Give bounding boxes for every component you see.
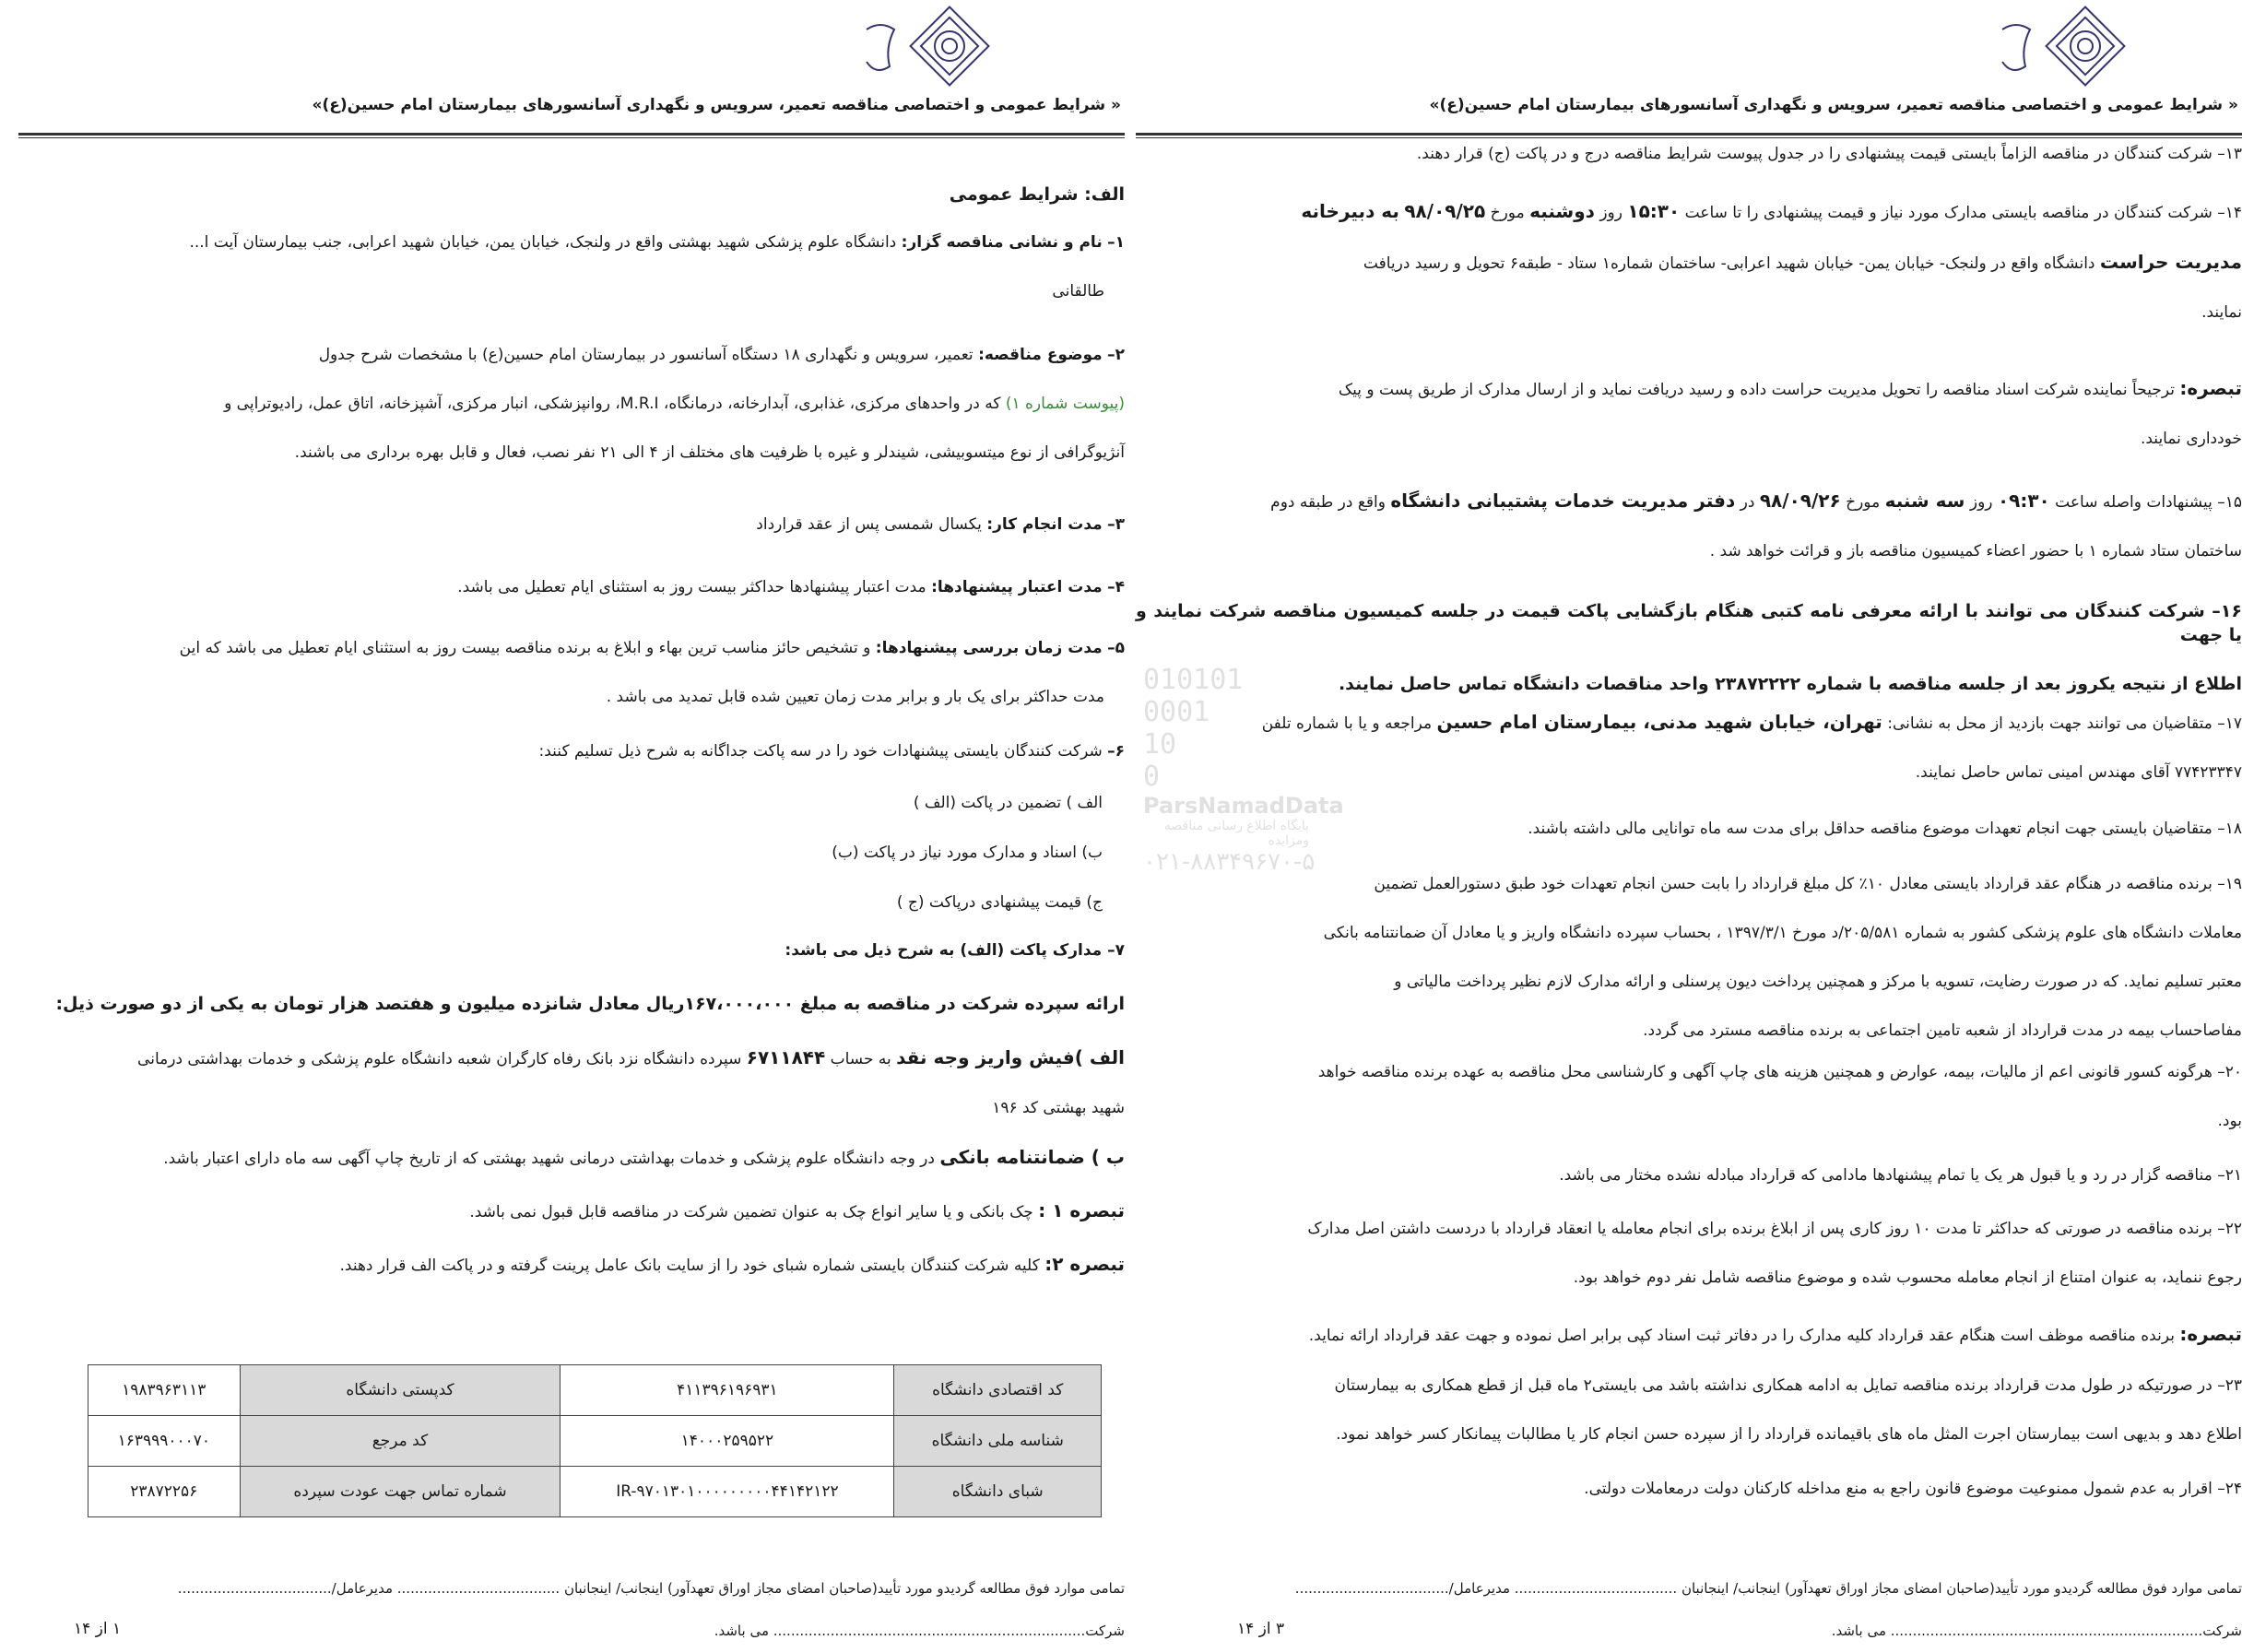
signature-line: تمامی موارد فوق مطالعه گردیدو مورد تأیید(صاحبان امضای مجاز اوراق تعهدآور) اینجانب/ اینجانبان ..................................... مدیرعامل/...................................	[1294, 1580, 2242, 1597]
watermark-brand: ParsNamadData	[1143, 793, 1344, 819]
item-5: ۵– مدت زمان بررسی پیشنهادها: و تشخیص حائز مناسب ترین بهاء و ابلاغ به برنده مناقصه بیست روز به استثنای ایام تعطیل می باشد که این مدت حداکثر برای یک بار و برابر مدت زمان تعیین شده قابل تمدید می باشد .	[179, 639, 1125, 706]
watermark-caption: پایگاه اطلاع رسانی مناقصه ومزایده	[1163, 819, 1309, 848]
item-22: ۲۲– برنده مناقصه در صورتی که حداکثر تا مدت ۱۰ روز کاری پس از ابلاغ برنده برای انجام معامله یا انعقاد قرارداد با دردست داشتن اصل مدارک رجوع ننماید، به عنوان امتناع از انجام معامله محسوب شده و موضوع مناقصه شامل نفر دوم خواهد بود.	[1307, 1220, 2242, 1287]
note-22: تبصره: برنده مناقصه موظف است هنگام عقد قرارداد کلیه مدارک را در دفاتر ثبت اسناد کپی برابر اصل نموده و جهت عقد قرارداد ارائه نماید.	[1308, 1323, 2242, 1345]
item-13: ۱۳– شرکت کنندگان در مناقصه الزاماً بایستی قیمت پیشنهادی را در جدول پیوست شرایط مناقصه درج و در پاکت (ج) قرار دهند.	[1416, 145, 2242, 163]
watermark-binary: 010101 0001 10 0	[1143, 664, 1244, 793]
item-18: ۱۸– متقاضیان بایستی جهت انجام تعهدات موضوع مناقصه حداقل برای مدت سه ماه توانایی مالی داشته باشند.	[1528, 820, 2242, 838]
page-body	[1136, 138, 2242, 1652]
sub-item-b: ب) اسناد و مدارک مورد نیاز در پاکت (ب)	[832, 844, 1103, 862]
university-info-table	[88, 1364, 1102, 1517]
table-cell: ۱۹۸۳۹۶۳۱۱۳	[88, 1365, 241, 1416]
item-7: ۷– مدارک پاکت (الف) به شرح ذیل می باشد:	[785, 941, 1125, 960]
table-cell: ۱۴۰۰۰۲۵۹۵۲۲	[560, 1416, 894, 1467]
company-line: شرکت....................................................................... می باشد.	[1831, 1622, 2242, 1639]
note-2: تبصره ۲: کلیه شرکت کنندگان بایستی شماره شبای خود را از سایت بانک عامل پرینت گرفته و در پاکت الف قرار دهند.	[339, 1253, 1125, 1275]
note-13: تبصره: ترجیحاً نماینده شرکت اسناد مناقصه را تحویل مدیریت حراست داده و رسید دریافت نماید و از ارسال مدارک از طریق پست و پیک خودداری نمایند.	[1338, 377, 2242, 448]
table-row	[88, 1416, 1102, 1467]
page-number: ۱ از ۱۴	[74, 1620, 122, 1638]
page-header-title: « شرایط عمومی و اختصاصی مناقصه تعمیر، سرویس و نگهداری آسانسورهای بیمارستان امام حسین(ع)»	[1429, 96, 2238, 114]
option-b: ب ) ضمانتنامه بانکی در وجه دانشگاه علوم پزشکی و خدمات بهداشتی درمانی شهید بهشتی که از تاریخ چاپ آگهی سه ماه دارای اعتبار باشد.	[163, 1146, 1125, 1168]
watermark-phone: ۰۲۱-۸۸۳۴۹۶۷۰-۵	[1143, 848, 1316, 876]
table-cell: ۱۶۳۹۹۹۰۰۰۷۰	[88, 1416, 241, 1467]
table-cell: شبای دانشگاه	[894, 1467, 1102, 1517]
table-cell: شناسه ملی دانشگاه	[894, 1416, 1102, 1467]
item-2: ۲– موضوع مناقصه: تعمیر، سرویس و نگهداری ۱۸ دستگاه آسانسور در بیمارستان امام حسین(ع) با مشخصات شرح جدول (پیوست شماره ۱) که در واحدهای مرکزی، غذابری، آبدارخانه، درمانگاه، M.R.I، روانپزشکی، انبار مرکزی، آشپزخانه، اتاق عمل، رادیوتراپی و آنژیوگرافی از نوع میتسوبیشی، شیندلر و غیره با ظرفیت های مختلف از ۴ الی ۲۱ نفر نصب، فعال و قابل بهره برداری می باشند.	[224, 346, 1125, 462]
deposit-line: ارائه سپرده شرکت در مناقصه به مبلغ ۱۶۷،۰۰۰،۰۰۰ریال معادل شانزده میلیون و هفتصد هزار تومان به یکی از دو صورت ذیل:	[55, 994, 1125, 1014]
item-24: ۲۴– اقرار به عدم شمول ممنوعیت موضوع قانون راجع به منع مداخله کارکنان دولت درمعاملات دولتی.	[1584, 1480, 2242, 1498]
table-cell: ۴۱۱۳۹۶۱۹۶۹۳۱	[560, 1365, 894, 1416]
section-title: الف: شرایط عمومی	[949, 184, 1125, 205]
sub-item-c: ج) قیمت پیشنهادی درپاکت (ج )	[896, 893, 1103, 912]
table-row	[88, 1365, 1102, 1416]
item-6: ۶– شرکت کنندگان بایستی پیشنهادات خود را در سه پاکت جداگانه به شرح ذیل تسلیم کنند:	[538, 742, 1125, 761]
item-20: ۲۰– هرگونه کسور قانونی اعم از مالیات، بیمه، عوارض و همچنین هزینه های چاپ آگهی و کارشناسی محل مناقصه به عهده برنده مناقصه خواهد بود.	[1317, 1063, 2242, 1130]
item-19: ۱۹– برنده مناقصه در هنگام عقد قرارداد بایستی معادل ۱۰٪ کل مبلغ قرارداد را بابت حسن انجام تعهدات خود طبق دستورالعمل تضمین معاملات دانشگاه های علوم پزشکی کشور به شماره ۲۰۵/۵۸۱/د مورخ ۱۳۹۷/۳/۱ ، بحساب سپرده دانشگاه واریز و یا معادل آن ضمانتنامه بانکی معتبر تسلیم نماید. که در صورت رضایت، تسویه با مرکز و همچنین پرداخت دیون پرسنلی و ارائه مدارک لازم نظیر پرداخت مالیاتی و مفاصاحساب بیمه در مدت قرارداد از شعبه تامین اجتماعی به برنده مناقصه مسترد می گردد.	[1323, 875, 2242, 1040]
table-cell: شماره تماس جهت عودت سپرده	[240, 1467, 560, 1517]
company-line: شرکت....................................................................... می باشد.	[714, 1622, 1125, 1639]
signature-line: تمامی موارد فوق مطالعه گردیدو مورد تأیید(صاحبان امضای مجاز اوراق تعهدآور) اینجانب/ اینجانبان ..................................... مدیرعامل/...................................	[177, 1580, 1125, 1597]
option-a: الف )فیش واریز وجه نقد به حساب ۶۷۱۱۸۴۴ سپرده دانشگاه نزد بانک رفاه کارگران شعبه دانشگاه علوم پزشکی و خدمات بهداشتی درمانی شهید بهشتی کد ۱۹۶	[137, 1046, 1125, 1117]
attachment-ref: (پیوست شماره ۱)	[1005, 395, 1125, 413]
page-body	[18, 138, 1125, 1652]
item-14: ۱۴– شرکت کنندگان در مناقصه بایستی مدارک مورد نیاز و قیمت پیشنهادی را تا ساعت ۱۵:۳۰ روز دوشنبه مورخ ۹۸/۰۹/۲۵ به دبیرخانه مدیریت حراست دانشگاه واقع در ولنجک- خیابان یمن- خیابان شهید اعرابی- ساختمان شماره۱ ستاد - طبقه۶ تحویل و رسید دریافت نمایند.	[1301, 200, 2242, 322]
table-cell: کد مرجع	[240, 1416, 560, 1467]
table-cell: ۲۳۸۷۲۲۵۶	[88, 1467, 241, 1517]
item-4: ۴– مدت اعتبار پیشنهادها: مدت اعتبار پیشنهادها حداکثر بیست روز به استثنای ایام تعطیل می باشد.	[457, 578, 1125, 596]
item-21: ۲۱– مناقصه گزار در رد و یا قبول هر یک یا تمام پیشنهادها مادامی که قرارداد مبادله نشده مختار می باشد.	[1559, 1166, 2242, 1185]
university-logo-icon	[1984, 11, 2122, 103]
note-1: تبصره ۱ : چک بانکی و یا سایر انواع چک به عنوان تضمین شرکت در مناقصه قابل قبول نمی باشد.	[469, 1199, 1125, 1221]
page-number: ۳ از ۱۴	[1237, 1620, 1285, 1638]
table-cell: IR-۹۷۰۱۳۰۱۰۰۰۰۰۰۰۰۰۴۴۱۴۲۱۲۲	[560, 1467, 894, 1517]
item-15: ۱۵– پیشنهادات واصله ساعت ۰۹:۳۰ روز سه شنبه مورخ ۹۸/۰۹/۲۶ در دفتر مدیریت خدمات پشتیبانی دانشگاه واقع در طبقه دوم ساختمان ستاد شماره ۱ با حضور اعضاء کمیسیون مناقصه باز و قرائت خواهد شد .	[1270, 490, 2242, 560]
university-logo-icon	[848, 11, 986, 103]
table-cell: کدپستی دانشگاه	[240, 1365, 560, 1416]
item-16: ۱۶– شرکت کنندگان می توانند با ارائه معرفی نامه کتبی هنگام بازگشایی پاکت قیمت در جلسه کمیسیون مناقصه شرکت نمایند و یا جهت اطلاع از نتیجه یکروز بعد از جلسه مناقصه با شماره ۲۳۸۷۲۲۲۲ واحد مناقصات دانشگاه تماس حاصل نمایند.	[1136, 601, 2242, 694]
item-23: ۲۳– در صورتیکه در طول مدت قرارداد برنده مناقصه تمایل به ادامه همکاری نداشته باشد می بایستی۲ ماه قبل از قطع همکاری به بیمارستان اطلاع دهد و بدیهی است بیمارستان اجرت المثل ماه های باقیمانده قرارداد را از سپرده حسن انجام کار یا مطالبات پیمانکار کسر خواهد نمود.	[1334, 1376, 2242, 1444]
document-page-3	[1136, 0, 2242, 1652]
item-1: ۱– نام و نشانی مناقصه گزار: دانشگاه علوم پزشکی شهید بهشتی واقع در ولنجک، خیابان یمن، خیابان شهید اعرابی، جنب بیمارستان آیت ا... طالقانی	[189, 233, 1125, 301]
item-3: ۳– مدت انجام کار: یکسال شمسی پس از عقد قرارداد	[756, 515, 1125, 534]
document-page-1	[18, 0, 1125, 1652]
item-17: ۱۷– متقاضیان می توانند جهت بازدید از محل به نشانی: تهران، خیابان شهید مدنی، بیمارستان امام حسین مراجعه و یا با شماره تلفن ۷۷۴۲۳۳۴۷ آقای مهندس امینی تماس حاصل نمایند.	[1261, 711, 2242, 782]
sub-item-a: الف ) تضمین در پاکت (الف )	[913, 794, 1103, 812]
page-header-title: « شرایط عمومی و اختصاصی مناقصه تعمیر، سرویس و نگهداری آسانسورهای بیمارستان امام حسین(ع)»	[312, 96, 1121, 114]
table-cell: کد اقتصادی دانشگاه	[894, 1365, 1102, 1416]
table-row	[88, 1467, 1102, 1517]
